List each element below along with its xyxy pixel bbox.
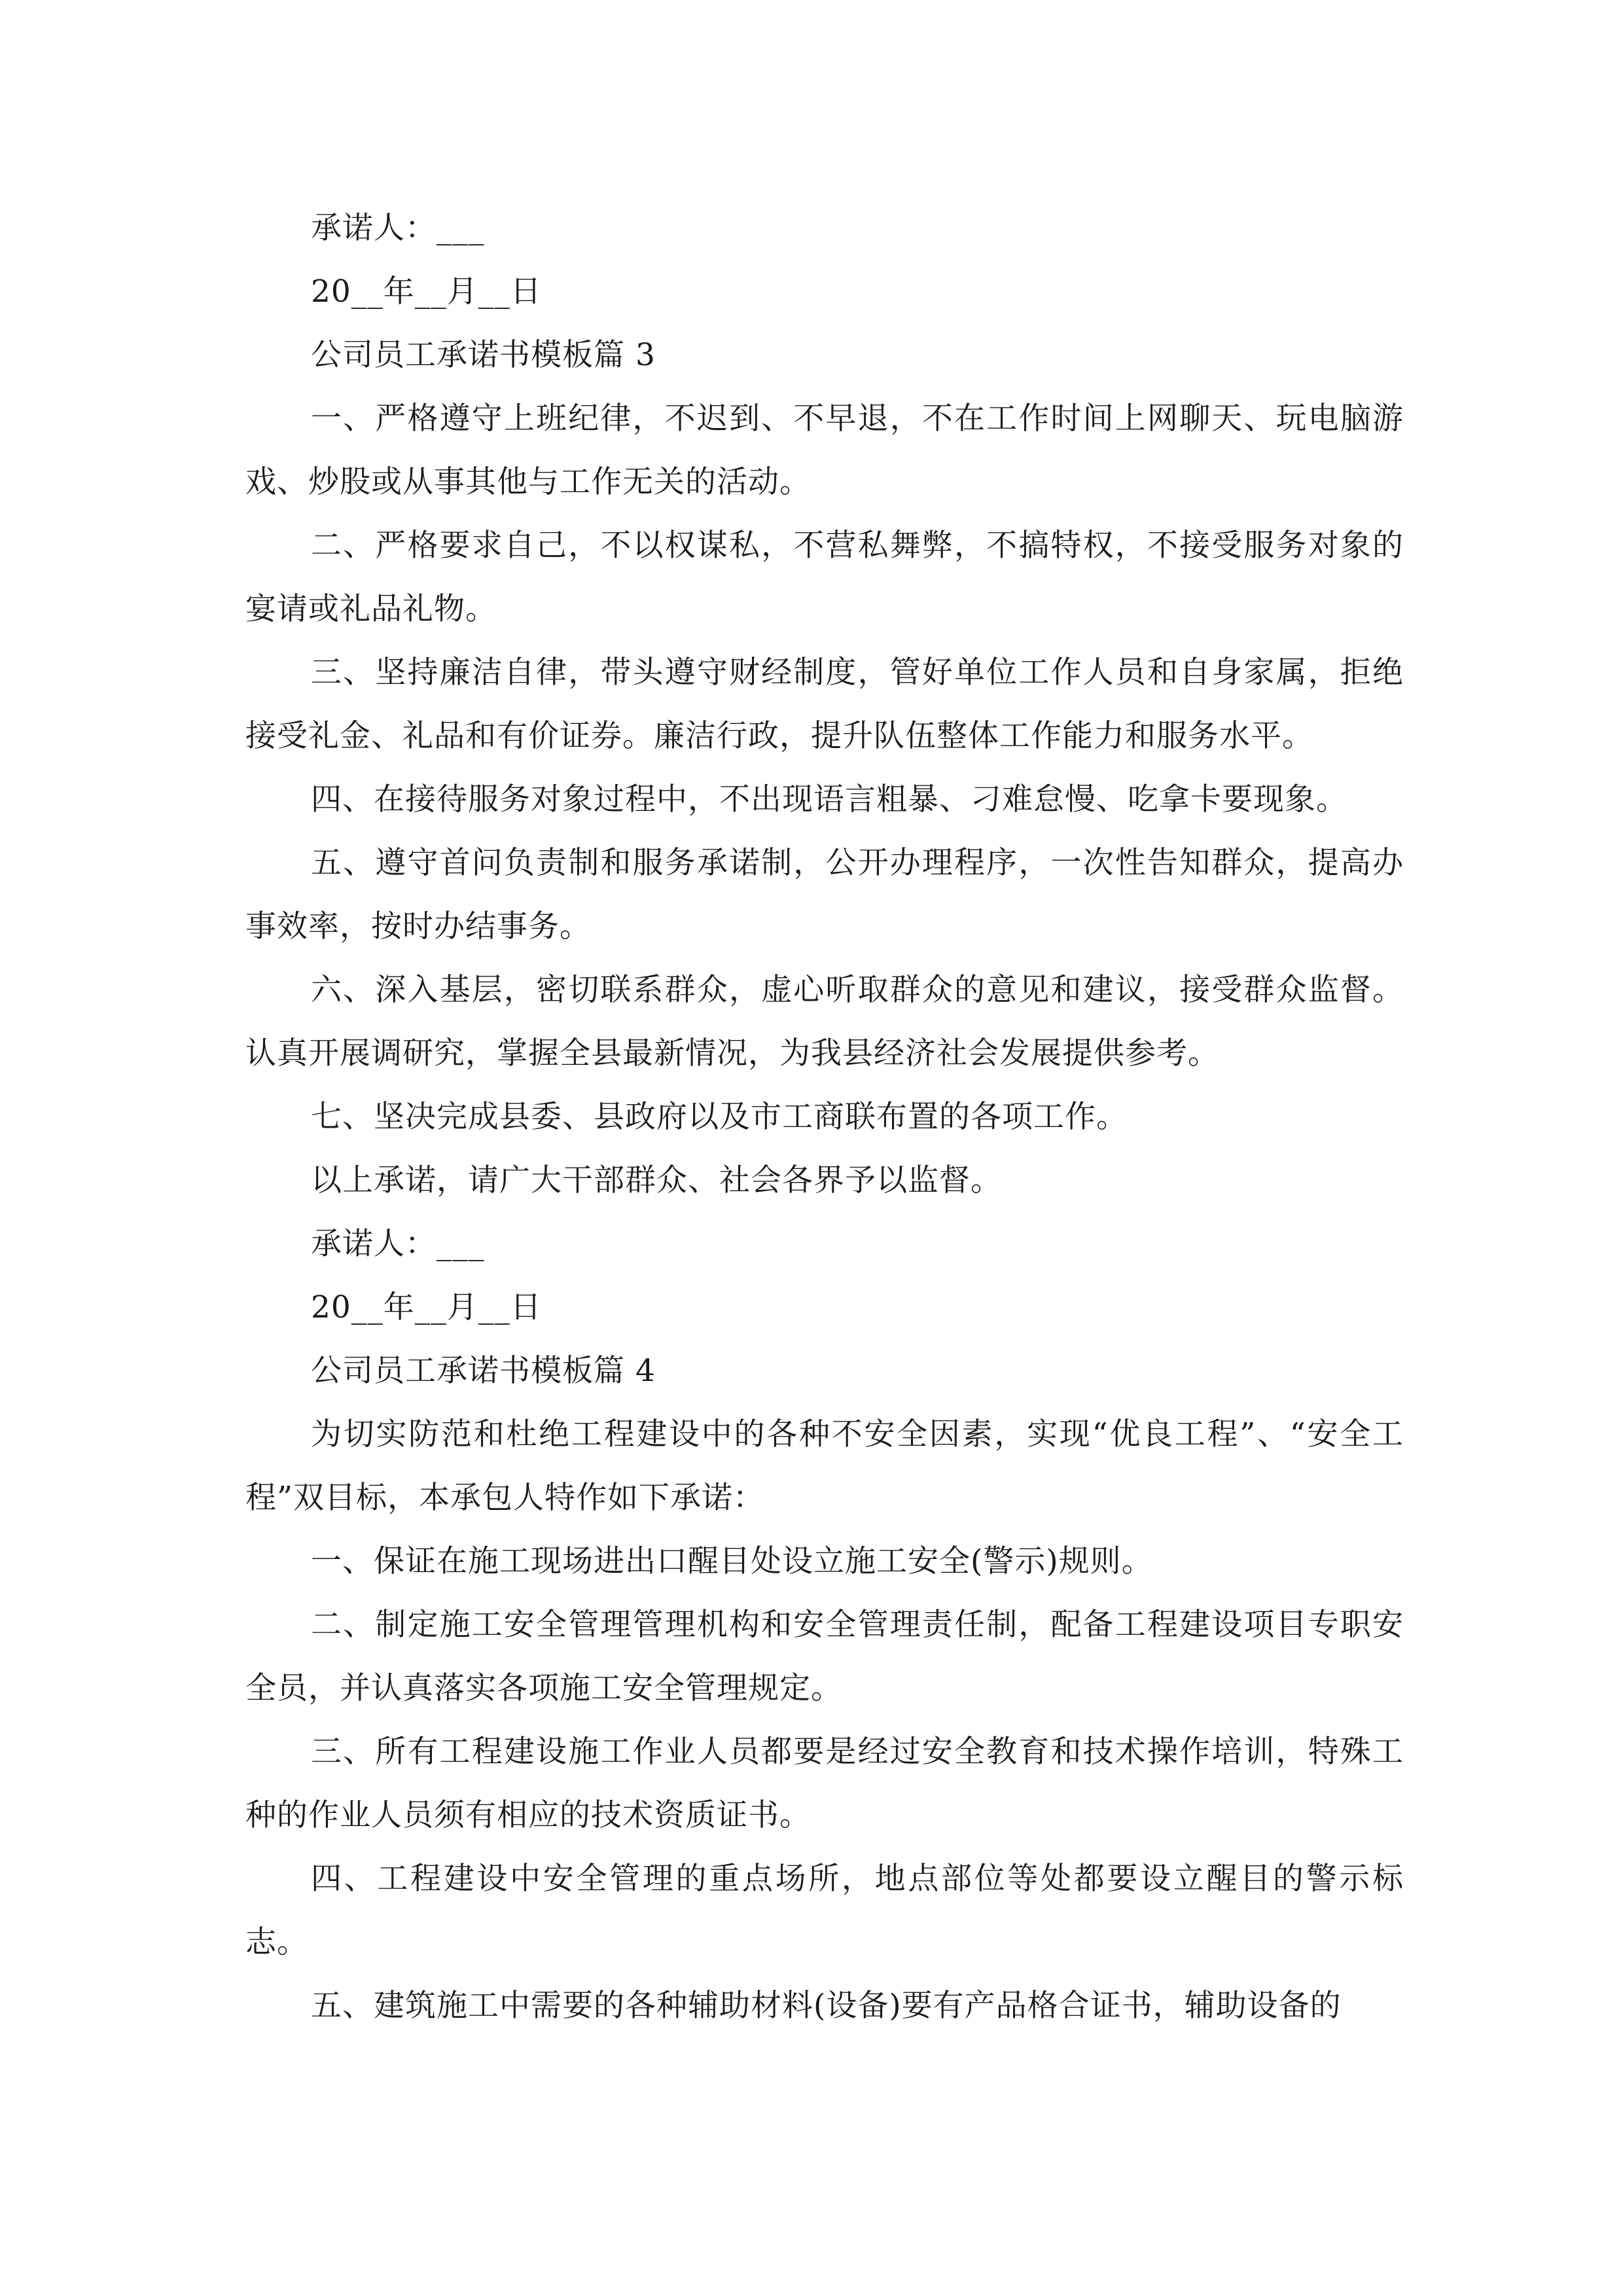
- paragraph: 以上承诺，请广大干部群众、社会各界予以监督。: [311, 1162, 1002, 1198]
- date-line: 20__年__月__日: [311, 274, 542, 310]
- paragraph: 一、保证在施工现场进出口醒目处设立施工安全(警示)规则。: [311, 1543, 1153, 1579]
- section-heading: 公司员工承诺书模板篇 4: [311, 1353, 656, 1389]
- date-line: 20__年__月__日: [311, 1289, 542, 1325]
- paragraph: 二、严格要求自己，不以权谋私，不营私舞弊，不搞特权，不接受服务对象的宴请或礼品礼物。: [245, 528, 1404, 627]
- paragraph: 为切实防范和杜绝工程建设中的各种不安全因素，实现“优良工程”、“安全工程”双目标，本承包人特作如下承诺：: [245, 1416, 1404, 1516]
- paragraph: 一、严格遵守上班纪律，不迟到、不早退，不在工作时间上网聊天、玩电脑游戏、炒股或从事其他与工作无关的活动。: [245, 401, 1404, 500]
- paragraph: 三、所有工程建设施工作业人员都要是经过安全教育和技术操作培训，特殊工种的作业人员须有相应的技术资质证书。: [245, 1734, 1404, 1833]
- document-body: [245, 196, 1404, 2037]
- paragraph: 二、制定施工安全管理管理机构和安全管理责任制，配备工程建设项目专职安全员，并认真落实各项施工安全管理规定。: [245, 1607, 1404, 1706]
- paragraph: 七、坚决完成县委、县政府以及市工商联布置的各项工作。: [311, 1099, 1128, 1135]
- paragraph: 三、坚持廉洁自律，带头遵守财经制度，管好单位工作人员和自身家属，拒绝接受礼金、礼品和有价证券。廉洁行政，提升队伍整体工作能力和服务水平。: [245, 655, 1404, 754]
- paragraph: 四、在接待服务对象过程中，不出现语言粗暴、刁难怠慢、吃拿卡要现象。: [311, 781, 1347, 817]
- signatory-line: 承诺人：___: [311, 210, 485, 246]
- paragraph: 五、遵守首问负责制和服务承诺制，公开办理程序，一次性告知群众，提高办事效率，按时办结事务。: [245, 845, 1404, 944]
- paragraph: 五、建筑施工中需要的各种辅助材料(设备)要有产品格合证书，辅助设备的: [311, 1988, 1342, 2024]
- paragraph: 六、深入基层，密切联系群众，虚心听取群众的意见和建议，接受群众监督。认真开展调研究，掌握全县最新情况，为我县经济社会发展提供参考。: [245, 972, 1404, 1071]
- signatory-line: 承诺人：___: [311, 1226, 485, 1262]
- paragraph: 四、工程建设中安全管理的重点场所，地点部位等处都要设立醒目的警示标志。: [245, 1861, 1404, 1960]
- section-heading: 公司员工承诺书模板篇 3: [311, 337, 656, 373]
